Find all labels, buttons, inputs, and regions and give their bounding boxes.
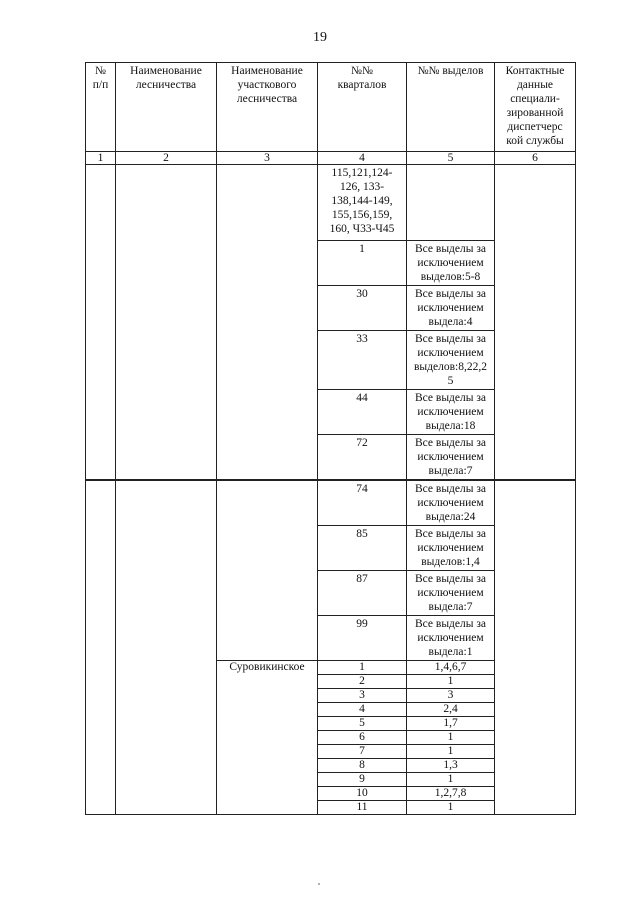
quarter-cell: 4 bbox=[318, 703, 407, 717]
forest-districts-table bbox=[85, 62, 576, 815]
allotments-cell: 1,2,7,8 bbox=[407, 787, 495, 801]
quarter-cell: 44 bbox=[318, 390, 407, 435]
empty-cell bbox=[116, 165, 217, 481]
district-name-cell: Суровикинское bbox=[217, 661, 318, 815]
quarter-cell: 11 bbox=[318, 801, 407, 815]
empty-cell bbox=[116, 480, 217, 815]
allotments-cell: 1 bbox=[407, 773, 495, 787]
allotments-cell: Все выделы за исключением выдела:7 bbox=[407, 435, 495, 481]
column-number: 2 bbox=[116, 152, 217, 165]
allotments-cell: 1 bbox=[407, 675, 495, 689]
header-contacts: Контактные данные специали- зированной диспетчерс кой службы bbox=[495, 63, 576, 152]
allotments-cell: 1 bbox=[407, 731, 495, 745]
quarters-cell: 115,121,124- 126, 133- 138,144-149, 155,156,159, 160, Ч33-Ч45 bbox=[318, 165, 407, 241]
allotments-cell: Все выделы за исключением выдела:18 bbox=[407, 390, 495, 435]
table-header-row bbox=[86, 63, 576, 152]
allotments-cell: 1 bbox=[407, 745, 495, 759]
allotments-cell: 1,7 bbox=[407, 717, 495, 731]
quarter-cell: 30 bbox=[318, 286, 407, 331]
column-number: 4 bbox=[318, 152, 407, 165]
quarter-cell: 6 bbox=[318, 731, 407, 745]
allotments-cell: Все выделы за исключением выделов:1,4 bbox=[407, 526, 495, 571]
quarter-cell: 2 bbox=[318, 675, 407, 689]
allotments-cell: Все выделы за исключением выдела:24 bbox=[407, 480, 495, 526]
allotments-cell: 1 bbox=[407, 801, 495, 815]
empty-cell bbox=[86, 165, 116, 481]
allotments-cell: 3 bbox=[407, 689, 495, 703]
quarter-cell: 8 bbox=[318, 759, 407, 773]
quarter-cell: 99 bbox=[318, 616, 407, 661]
allotments-cell: 1,3 bbox=[407, 759, 495, 773]
quarter-cell: 87 bbox=[318, 571, 407, 616]
quarter-cell: 5 bbox=[318, 717, 407, 731]
scan-speck bbox=[318, 883, 320, 885]
quarter-cell: 3 bbox=[318, 689, 407, 703]
empty-cell bbox=[495, 165, 576, 481]
quarter-cell: 72 bbox=[318, 435, 407, 481]
quarter-cell: 9 bbox=[318, 773, 407, 787]
table-row bbox=[86, 165, 576, 241]
header-forestry: Наименование лесничества bbox=[116, 63, 217, 152]
quarter-cell: 10 bbox=[318, 787, 407, 801]
header-allotments: №№ выделов bbox=[407, 63, 495, 152]
empty-cell bbox=[86, 480, 116, 815]
allotments-cell: Все выделы за исключением выделов:8,22,2 5 bbox=[407, 331, 495, 390]
table-row bbox=[86, 480, 576, 526]
column-number: 6 bbox=[495, 152, 576, 165]
allotments-cell: 2,4 bbox=[407, 703, 495, 717]
header-number: № п/п bbox=[86, 63, 116, 152]
allotments-cell: Все выделы за исключением выдела:1 bbox=[407, 616, 495, 661]
allotments-cell: Все выделы за исключением выделов:5-8 bbox=[407, 241, 495, 286]
allotments-cell: Все выделы за исключением выдела:4 bbox=[407, 286, 495, 331]
column-number: 3 bbox=[217, 152, 318, 165]
page-number: 19 bbox=[313, 30, 327, 45]
column-number: 5 bbox=[407, 152, 495, 165]
quarter-cell: 85 bbox=[318, 526, 407, 571]
allotments-cell: 1,4,6,7 bbox=[407, 661, 495, 675]
empty-cell bbox=[217, 165, 318, 481]
quarter-cell: 1 bbox=[318, 241, 407, 286]
header-quarters: №№ кварталов bbox=[318, 63, 407, 152]
allotments-cell bbox=[407, 165, 495, 241]
quarter-cell: 7 bbox=[318, 745, 407, 759]
quarter-cell: 33 bbox=[318, 331, 407, 390]
allotments-cell: Все выделы за исключением выдела:7 bbox=[407, 571, 495, 616]
column-number-row bbox=[86, 152, 576, 165]
empty-cell bbox=[217, 480, 318, 661]
empty-cell bbox=[495, 480, 576, 815]
header-district-forestry: Наименование участкового лесничества bbox=[217, 63, 318, 152]
quarter-cell: 1 bbox=[318, 661, 407, 675]
quarter-cell: 74 bbox=[318, 480, 407, 526]
column-number: 1 bbox=[86, 152, 116, 165]
